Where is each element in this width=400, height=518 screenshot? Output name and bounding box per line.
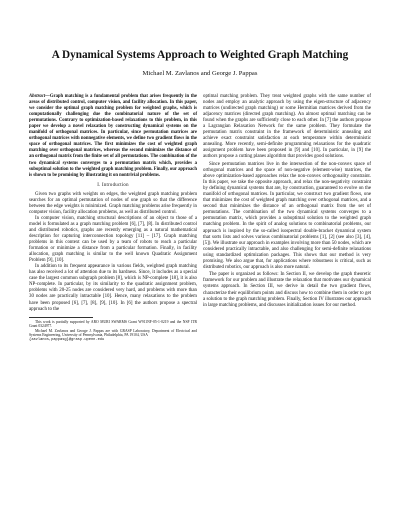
intro-paragraph-3: In addition to its frequent appearance in various fields, weighted graph matching has also received a lot of attention due to its hardness. Since, it includes as a special case the largest common subgraph problem [8], which is NP-complete [18], it is also NP-complete. In particular, by its similarity to the quadratic assignment problem, problems with 20-25 nodes are considered very hard, and problems with more than 30 nodes are practically intractable [10]. Hence, many relaxations to the problem have been proposed [6], [7], [8], [9], [10]. In [6] the authors propose a spectral approach to the (29, 264, 197, 312)
right-paragraph-1: optimal matching problem. They treat weighted graphs with the same number of nodes and employ an analytic approach by using the eigen-structure of adjacency matrices (undirected graph matching) or some Hermitian matrices derived from the adjacency matrices (directed graph matching). An almost optimal matching can be found when the graphs are sufficiently close to each other. In [7] the authors propose a Lagrangian Relaxation Network for the same problem. They formulate the permutation matrix constraint in the framework of deterministic annealing and achieve exact constraint satisfaction at each temperature within deterministic annealing. More recently, semi-definite programming relaxations for the quadratic assignment problem have been proposed in [9] and [10]. In particular, in [9] the authors propose a cutting planes algorithm that provides good solutions. (203, 94, 371, 160)
footnote-rule (29, 317, 93, 318)
abstract-lead: Abstract (29, 94, 46, 99)
right-column (203, 94, 371, 309)
abstract (29, 94, 197, 179)
intro-paragraph-1: Given two graphs with weights on edges, the weighted graph matching problem searches for an optimal permutation of nodes of one graph so that the difference between the edge weights is minimized. Graph matching problems arise frequently in computer vision, facility allocation problems, as well as distributed control. (29, 191, 197, 215)
intro-paragraph-2: In computer vision, matching structural descriptions of an object to those of a model is formulated as a graph matching problem [6], [7], [8]. In distributed control and distributed robotics, graphs are recently emerging as a natural mathematical description for capturing interconnection topology [11] – [17]. Graph matching problems in this context can be used by a team of robots to reach a particular formation or minimize a distance from a particular formation. Finally, in facility allocation, graph matching is similar to the well known Quadratic Assignment Problem [9], [10]. (29, 215, 197, 264)
section-heading-introduction: I. Introduction (97, 182, 129, 188)
footnote-affiliation: Michael M. Zavlanos and George J. Pappas are with GRASP Laboratory, Department of Electrical and Systems Engineering, University of Pennsylvania, Philadelphia, PA 19104, USA (29, 328, 197, 338)
left-column (29, 94, 197, 342)
abstract-body: —Graph matching is a fundamental problem that arises frequently in the areas of distributed control, computer vision, and facility allocation. In this paper, we consider the optimal graph matching problem for weighted graphs, which is computationally challenging due the combinatorial nature of the set of permutations. Contrary to optimization-based relaxations to this problem, in this paper we develop a novel relaxation by constructing dynamical systems on the manifold of orthogonal matrices. In particular, since permutation matrices are orthogonal matrices with nonnegative elements, we define two gradient flows in the space of orthogonal matrices. The first minimizes the cost of weighted graph matching over orthogonal matrices, whereas the second minimizes the distance of an orthogonal matrix from the finite set of all permutations. The combination of the two dynamical systems converges to a permutation matrix which, provides a suboptimal solution to the weighted graph matching problem. Finally, our approach is shown to be promising by illustrating it on nontrivial problems. (29, 94, 197, 178)
right-paragraph-2: Since permutation matrices live in the intersection of the non-convex space of orthogonal matrices and the space of non-negative (element-wise) matrices, the above optimization-based approaches relax the non-convex orthogonality constraint. In this paper, we take the opposite approach, and relax the non-negativity constraint by defining dynamical systems that are, by construction, guaranteed to evolve on the manifold of orthogonal matrices. In particular, we construct two gradient flows, one that minimizes the cost of weighted graph matching over orthogonal matrices, and a second that minimizes the distance of an orthogonal matrix from the set of permutations. The combination of the two dynamical systems converges to a permutation matrix, which provides a suboptimal solution to the weighted graph matching problem. In the spirit of analog solutions to combinatorial problems, our approach is inspired by the so-called isospectral double-bracket dynamical system that sorts lists and solves various combinatorial problems [1], [2] (see also [3], [4], [5]). We illustrate our approach in examples involving more than 50 nodes, which are considered practically intractable, and also challenging for semi-definite relaxations using standardized optimization packages. This shows that our method is very promising. We also argue that, for applications where robustness is critical, such as distributed robotics, our approach is also more natural. (203, 162, 371, 270)
paper-authors: Michael M. Zavlanos and George J. Pappas (142, 70, 258, 77)
right-paragraph-3: The paper is organized as follows: In Section II, we develop the graph theoretic framework for our problem and illustrate the relaxation that motivates our dynamical systems approach. In Section III, we derive in detail the two gradient flows, characterize their equilibrium points and discuss how to combine them in order to get a solution to the graph matching problem. Finally, Section IV illustrates our approach in large matching problems, and discusses initialization issues for our method. (203, 272, 371, 308)
footnote-funding: This work is partially supported by ARO MURI SWARMS Grant W911NF-05-1-0219 and the NSF ITR Grant 0324977. (29, 319, 197, 329)
footnote (29, 320, 197, 343)
footnote-emails: {zavlanos,pappasg}@grasp.upenn.edu (29, 337, 105, 342)
paper-title: A Dynamical Systems Approach to Weighted Graph Matching (51, 49, 349, 61)
